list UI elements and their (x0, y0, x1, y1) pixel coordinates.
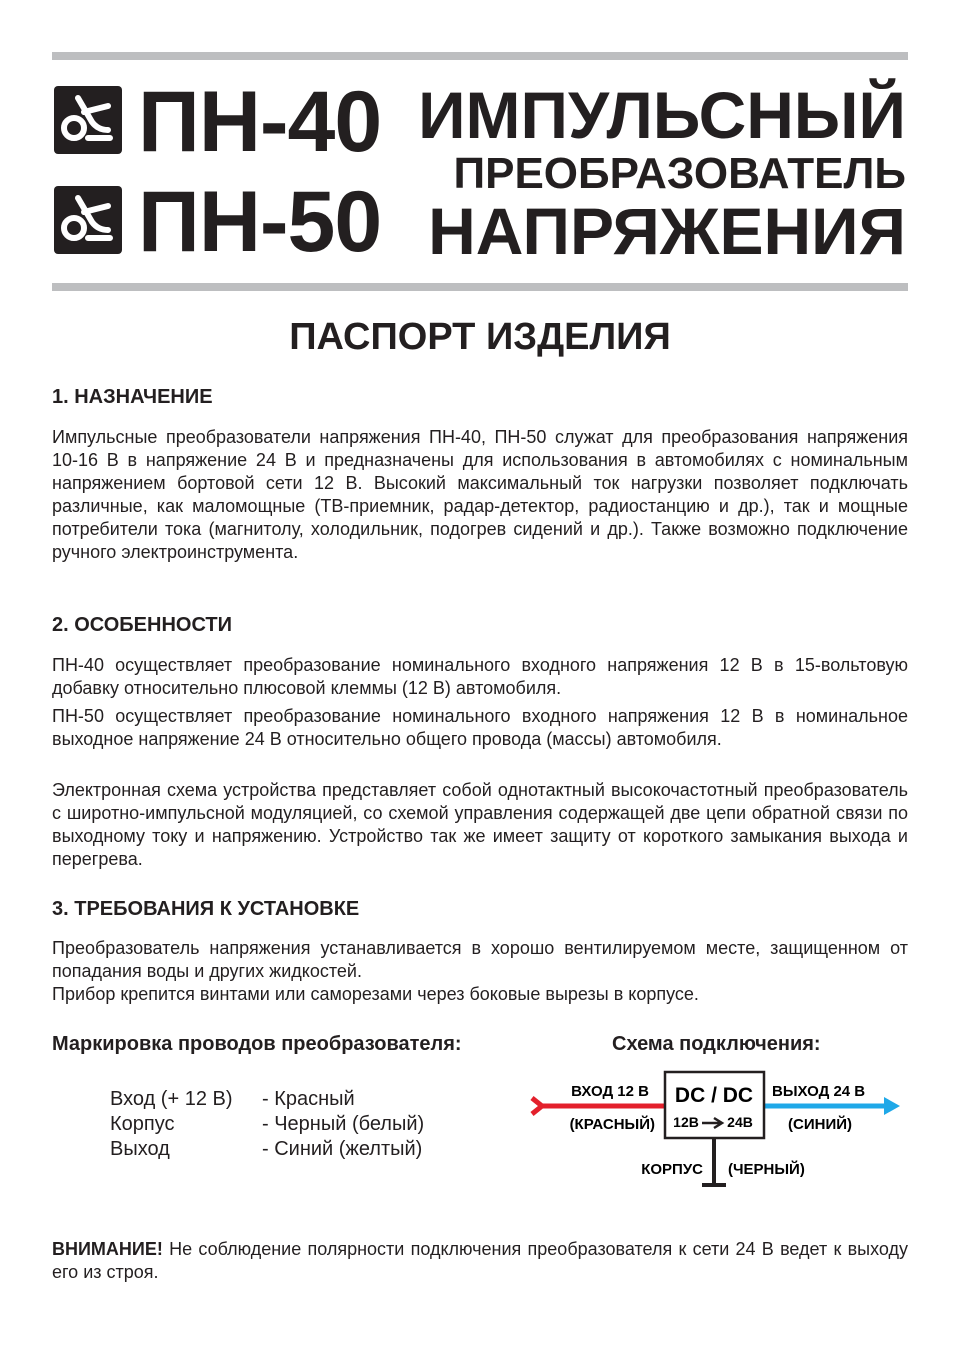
wire-name: Выход (110, 1138, 170, 1160)
header-title-line-2: ПРЕОБРАЗОВАТЕЛЬ (453, 149, 906, 198)
wire-color: - Красный (262, 1088, 355, 1110)
top-divider (52, 52, 908, 60)
section-paragraph: ПН-50 осуществляет преобразование номинального входного напряжения 12 В в номинальное выходное напряжение 24 В относительно общего провода (массы) автомобиля. (52, 706, 908, 749)
warning-text (52, 1238, 908, 1284)
wire-row (110, 1138, 423, 1161)
brand-logo-icon (54, 186, 122, 254)
warning-body: Не соблюдение полярности подключения преобразователя к сети 24 В ведет к выходу его из строя. (52, 1239, 908, 1282)
brand-logo-icon (54, 86, 122, 154)
wire-row (110, 1113, 425, 1136)
section-heading: 1. НАЗНАЧЕНИЕ (52, 386, 213, 408)
document-title: ПАСПОРТ ИЗДЕЛИЯ (289, 316, 671, 358)
section-heading: 3. ТРЕБОВАНИЯ К УСТАНОВКЕ (52, 898, 360, 920)
wire-name: Корпус (110, 1113, 175, 1135)
dcdc-from: 12В (673, 1114, 699, 1130)
ground-label: КОРПУС (641, 1161, 703, 1178)
section-heading: 2. ОСОБЕННОСТИ (52, 614, 232, 636)
bottom-divider (52, 283, 908, 291)
input-arrow-icon (532, 1098, 542, 1114)
wire-color: - Черный (белый) (262, 1113, 425, 1135)
header-title-line-1: ИМПУЛЬСНЫЙ (418, 78, 906, 152)
output-label: ВЫХОД 24 В (772, 1083, 866, 1100)
connection-diagram (528, 1068, 908, 1188)
wire-row (110, 1088, 355, 1111)
model-title-1: ПН-40 (138, 74, 382, 170)
output-arrow-icon (884, 1097, 900, 1115)
section-paragraph: ПН-40 осуществляет преобразование номинального входного напряжения 12 В в 15-вольтовую добавку относительно плюсовой клеммы (12 В) автомобиля. (52, 655, 908, 698)
section-paragraph: Преобразователь напряжения устанавливается в хорошо вентилируемом месте, защищенном от попадания воды и других жидкостей. (52, 938, 908, 981)
model-title-2: ПН-50 (138, 174, 382, 270)
wire-name: Вход (+ 12 В) (110, 1088, 233, 1110)
input-color: (КРАСНЫЙ) (569, 1116, 655, 1133)
wiring-heading: Маркировка проводов преобразователя: (52, 1033, 462, 1055)
input-label: ВХОД 12 В (571, 1083, 649, 1100)
scheme-heading: Схема подключения: (612, 1033, 821, 1055)
section-paragraph: Прибор крепится винтами или саморезами через боковые вырезы в корпусе. (52, 984, 699, 1004)
header-title-line-3: НАПРЯЖЕНИЯ (428, 194, 906, 268)
dcdc-to: 24В (727, 1114, 753, 1130)
dcdc-title: DC / DC (674, 1084, 754, 1107)
output-color: (СИНИЙ) (788, 1116, 852, 1133)
wire-color: - Синий (желтый) (262, 1138, 423, 1160)
section-paragraph: Импульсные преобразователи напряжения ПН-40, ПН-50 служат для преобразования напряжения 10-16 В в напряжение 24 В и предназначены для использования в автомобилях с номинальным напряжением бортовой сети 12 В. Высокий максимальный ток нагрузки позволяет подключать различные, как маломощные (ТВ-приемник, радар-детектор, радиостанцию и др.), так и мощные потребители тока (магнитолу, холодильник, подогрев сидений и др.). Также возможно подключение ручного электроинструмента. (52, 427, 908, 562)
warning-label: ВНИМАНИЕ! (52, 1239, 163, 1259)
ground-color: (ЧЕРНЫЙ) (728, 1161, 805, 1178)
section-paragraph: Электронная схема устройства представляет собой однотактный высокочастотный преобразователь с широтно-импульсной модуляцией, со схемой управления содержащей две цепи обратной связи по выходному току и напряжению. Устройство так же имеет защиту от короткого замыкания выхода и перегрева. (52, 780, 908, 869)
